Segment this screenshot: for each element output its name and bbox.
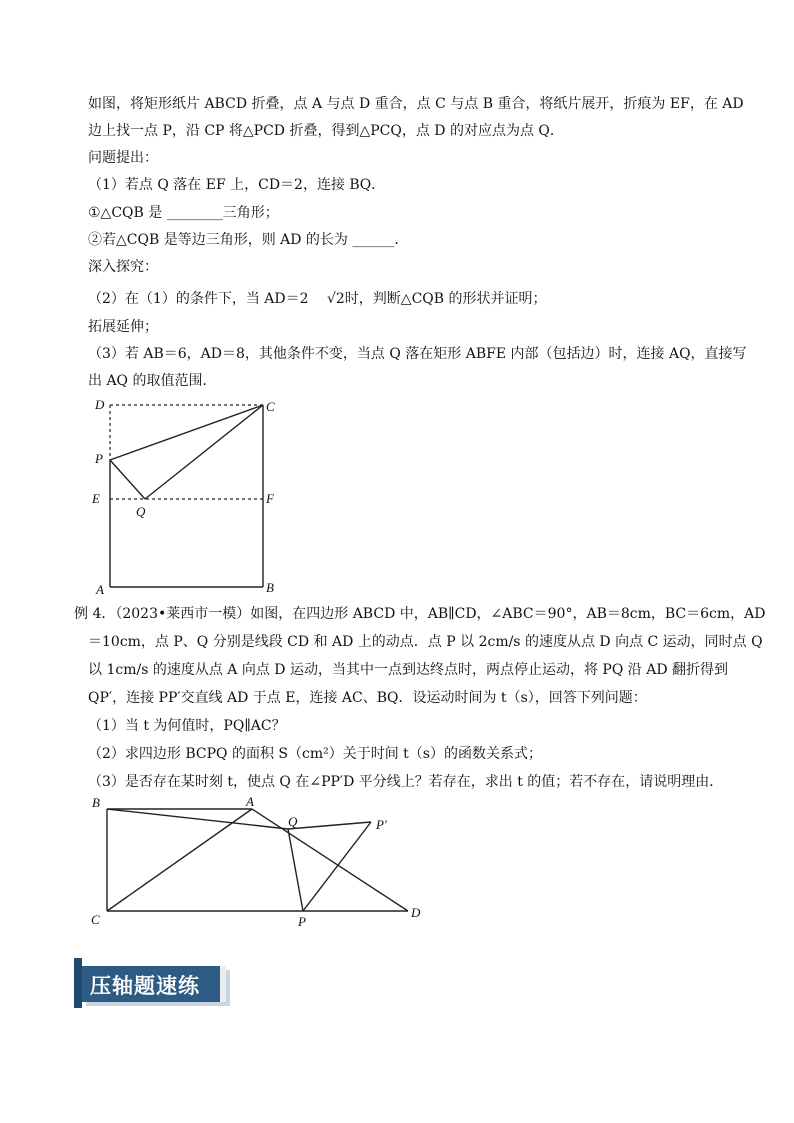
- problem3-q1a: ①△CQB 是 ________三角形；: [88, 205, 279, 221]
- example4-line3: 以 1cm/s 的速度从点 A 向点 D 运动，当其中一点到达终点时，两点停止运动，将 PQ 沿 AD 翻折得到: [88, 662, 728, 678]
- sqrt-two: √2: [326, 291, 345, 307]
- label-p-prime: P′: [376, 817, 387, 832]
- example4-q3: （3）是否存在某时刻 t，使点 Q 在∠PP′D 平分线上？若存在，求出 t 的值；若不存在，请说明理由．: [88, 774, 724, 790]
- heading-extend: 拓展延伸；: [88, 319, 158, 335]
- problem3-q1b: ②若△CQB 是等边三角形，则 AD 的长为 ______．: [88, 232, 409, 248]
- label-p2: P: [298, 914, 306, 929]
- banner-title: 压轴题速练: [90, 974, 200, 998]
- label-c2: C: [91, 912, 100, 927]
- problem3-q2-post: 时，判断△CQB 的形状并证明；: [344, 291, 547, 307]
- banner-accent-bar: [74, 958, 82, 1008]
- label-b2: B: [92, 795, 100, 810]
- problem3-intro-line2: 边上找一点 P，沿 CP 将△PCD 折叠，得到△PCQ，点 D 的对应点为点 Q．: [88, 123, 564, 139]
- label-a2: A: [246, 794, 254, 809]
- example4-line1: 例 4．（2023•莱西市一模）如图，在四边形 ABCD 中，AB∥CD，∠ABC＝90°，AB＝8cm，BC＝6cm，AD: [74, 606, 766, 622]
- label-d2: D: [411, 905, 421, 920]
- segment-bq: [107, 809, 288, 829]
- example4-line4: QP′，连接 PP′交直线 AD 于点 E，连接 AC、BQ．设运动时间为 t（s），回答下列问题：: [88, 690, 647, 706]
- heading-raise: 问题提出：: [88, 150, 158, 166]
- segment-qp-prime: [288, 822, 371, 829]
- section-banner: [74, 958, 220, 1008]
- example4-q1: （1）当 t 为何值时，PQ∥AC？: [88, 718, 286, 734]
- label-p: P: [95, 451, 103, 466]
- label-d: D: [95, 397, 105, 412]
- label-b: B: [266, 580, 274, 595]
- segment-pp-prime: [303, 822, 371, 911]
- problem3-q3-line1: （3）若 AB＝6，AD＝8，其他条件不变，当点 Q 落在矩形 ABFE 内部（包括边）时，连接 AQ，直接写: [88, 346, 747, 362]
- problem3-q2-pre: （2）在（1）的条件下，当 AD＝2: [88, 291, 309, 307]
- problem3-intro-line1: 如图，将矩形纸片 ABCD 折叠，点 A 与点 D 重合，点 C 与点 B 重合，将纸片展开，折痕为 EF，在 AD: [88, 96, 744, 112]
- segment-ac: [107, 809, 252, 911]
- example4-q2: （2）求四边形 BCPQ 的面积 S（cm²）关于时间 t（s）的函数关系式；: [88, 746, 542, 762]
- label-q: Q: [136, 504, 146, 519]
- label-q2: Q: [288, 814, 298, 829]
- label-e: E: [92, 491, 100, 506]
- label-c: C: [266, 399, 275, 414]
- problem3-q3-line2: 出 AQ 的取值范围．: [88, 373, 217, 389]
- example4-line2: ＝10cm，点 P、Q 分别是线段 CD 和 AD 上的动点．点 P 以 2cm/s 的速度从点 D 向点 C 运动，同时点 Q: [88, 634, 763, 650]
- heading-deep: 深入探究：: [88, 259, 158, 275]
- problem3-q1: （1）若点 Q 落在 EF 上，CD＝2，连接 BQ．: [88, 177, 386, 193]
- label-f: F: [266, 491, 274, 506]
- label-a: A: [96, 582, 104, 597]
